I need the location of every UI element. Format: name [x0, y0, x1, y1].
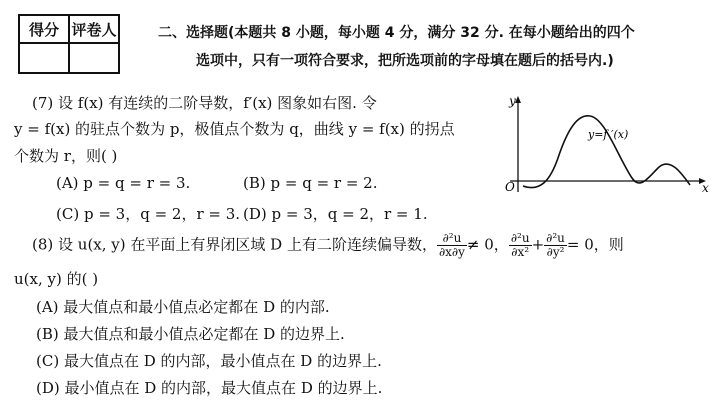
xx-partial-fraction: [509, 232, 532, 259]
fraction-denominator: ∂x∂y: [438, 245, 465, 259]
score-header: 得分: [19, 15, 69, 43]
q7-line3: 个数为 r，则( ): [14, 147, 118, 165]
fraction-denominator: ∂x²: [511, 245, 530, 259]
score-cell: [19, 43, 69, 73]
score-table: [18, 14, 120, 74]
q8-option-a: (A) 最大值点和最小值点必定都在 D 的内部.: [36, 298, 330, 316]
q8-option-d: (D) 最小值点在 D 的内部，最大值点在 D 的边界上.: [36, 379, 383, 397]
q8-line1-text: (8) 设 u(x, y) 在平面上有界闭区域 D 上有二阶连续偏导数，: [32, 235, 437, 254]
q7-option-b: (B) p = q = r = 2.: [243, 174, 378, 192]
yy-partial-fraction: [544, 232, 567, 259]
neq-zero: ≠ 0，: [466, 235, 509, 254]
section-title-line1: 二、选择题(本题共 8 小题，每小题 4 分，满分 32 分. 在每小题给出的四个: [158, 25, 635, 41]
y-axis-arrow: [515, 96, 521, 103]
grader-header: 评卷人: [69, 15, 119, 43]
curve-label: y=f ′(x): [588, 128, 629, 141]
plus-sign: +: [531, 235, 545, 254]
q8-option-b: (B) 最大值点和最小值点必定都在 D 的边界上.: [36, 325, 345, 343]
q7-option-d: (D) p = 3，q = 2，r = 1.: [243, 205, 428, 223]
fraction-numerator: ∂²u: [510, 231, 530, 245]
q8-line1: [32, 232, 624, 259]
q7-line2: y = f(x) 的驻点个数为 p，极值点个数为 q，曲线 y = f(x) 的拐点: [14, 120, 455, 138]
fraction-numerator: ∂²u: [437, 232, 467, 246]
grader-cell: [69, 43, 119, 73]
derivative-graph: [490, 92, 715, 204]
section-title-line2: 选项中，只有一项符合要求，把所选项前的字母填在题后的括号内.): [196, 53, 614, 69]
y-axis-label: y: [509, 94, 516, 108]
x-axis-label: x: [702, 181, 709, 195]
q7-option-a: (A) p = q = r = 3.: [56, 174, 191, 192]
fraction-numerator: ∂²u: [546, 231, 565, 245]
origin-label: O: [505, 180, 515, 194]
fraction-denominator: ∂y²: [546, 245, 565, 259]
q8-option-c: (C) 最大值点在 D 的内部，最小值点在 D 的边界上.: [36, 352, 382, 370]
fprime-curve: [523, 116, 690, 188]
q7-option-c: (C) p = 3，q = 2，r = 3.: [56, 205, 241, 223]
q8-line2: u(x, y) 的( ): [14, 270, 99, 288]
q7-line1: (7) 设 f(x) 有连续的二阶导数，f′(x) 图象如右图. 令: [32, 94, 377, 112]
mixed-partial-fraction: [437, 232, 467, 259]
eq-zero: = 0，则: [566, 235, 624, 254]
